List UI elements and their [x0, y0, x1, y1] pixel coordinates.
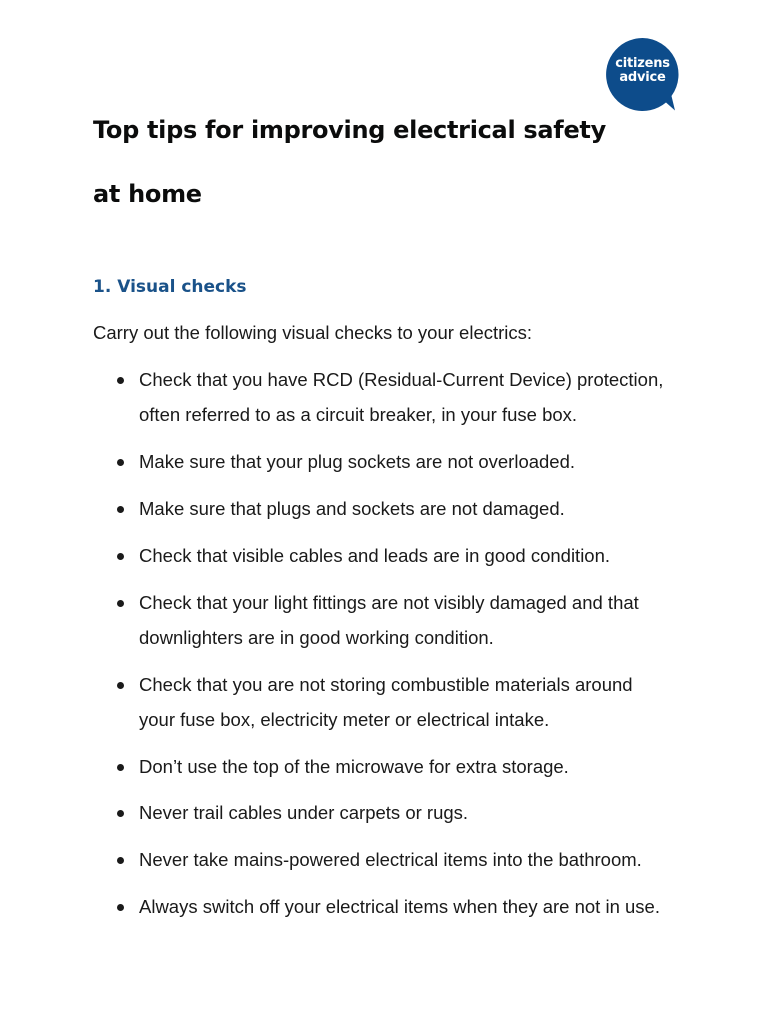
list-item-line: Always switch off your electrical items when they are not in use. — [139, 896, 660, 917]
list-item-text — [139, 585, 693, 655]
bullet-icon — [117, 904, 124, 911]
list-item — [93, 795, 693, 830]
list-item — [93, 889, 693, 924]
list-item-text — [139, 491, 693, 526]
list-item-text — [139, 749, 693, 784]
bullet-icon — [117, 810, 124, 817]
list-item-line: Don’t use the top of the microwave for extra storage. — [139, 756, 569, 777]
section-intro: Carry out the following visual checks to your electrics: — [93, 322, 533, 343]
list-item-text — [139, 889, 693, 924]
list-item-line: Check that visible cables and leads are in good condition. — [139, 545, 611, 566]
list-item-text — [139, 842, 693, 877]
bullet-icon — [117, 600, 124, 607]
bullet-icon — [117, 857, 124, 864]
bullet-icon — [117, 506, 124, 513]
list-item — [93, 444, 693, 479]
list-item-line: Check that you are not storing combustible materials around — [139, 674, 633, 695]
section-heading: 1. Visual checks — [93, 277, 247, 297]
page-title-line-1: Top tips for improving electrical safety — [93, 116, 606, 144]
logo-line-1: citizens — [615, 56, 670, 71]
list-item-line: downlighters are in good working condition. — [139, 627, 494, 648]
list-item-text — [139, 444, 693, 479]
bullet-icon — [117, 377, 124, 384]
bullet-icon — [117, 553, 124, 560]
list-item — [93, 585, 693, 655]
bullet-icon — [117, 682, 124, 689]
list-item — [93, 491, 693, 526]
bullet-icon — [117, 764, 124, 771]
list-item-line: Never take mains-powered electrical items into the bathroom. — [139, 849, 642, 870]
list-item-text — [139, 667, 693, 737]
list-item-text — [139, 538, 693, 573]
bullet-icon — [117, 459, 124, 466]
list-item-text — [139, 795, 693, 830]
list-item — [93, 667, 693, 737]
page-title — [93, 98, 613, 226]
list-item-line: your fuse box, electricity meter or electrical intake. — [139, 709, 550, 730]
citizens-advice-logo — [606, 38, 679, 111]
logo-line-2: advice — [619, 70, 666, 85]
list-item-line: Check that you have RCD (Residual-Current Device) protection, — [139, 369, 664, 390]
list-item-line: Make sure that your plug sockets are not overloaded. — [139, 451, 576, 472]
list-item — [93, 842, 693, 877]
logo-wordmark — [606, 57, 679, 85]
list-item-line: Make sure that plugs and sockets are not damaged. — [139, 498, 565, 519]
list-item-line: Check that your light fittings are not visibly damaged and that — [139, 592, 639, 613]
list-item — [93, 749, 693, 784]
list-item-text — [139, 362, 693, 432]
list-item — [93, 362, 693, 432]
page-title-line-2: at home — [93, 180, 202, 208]
list-item-line: often referred to as a circuit breaker, in your fuse box. — [139, 404, 578, 425]
list-item — [93, 538, 693, 573]
list-item-line: Never trail cables under carpets or rugs. — [139, 802, 469, 823]
